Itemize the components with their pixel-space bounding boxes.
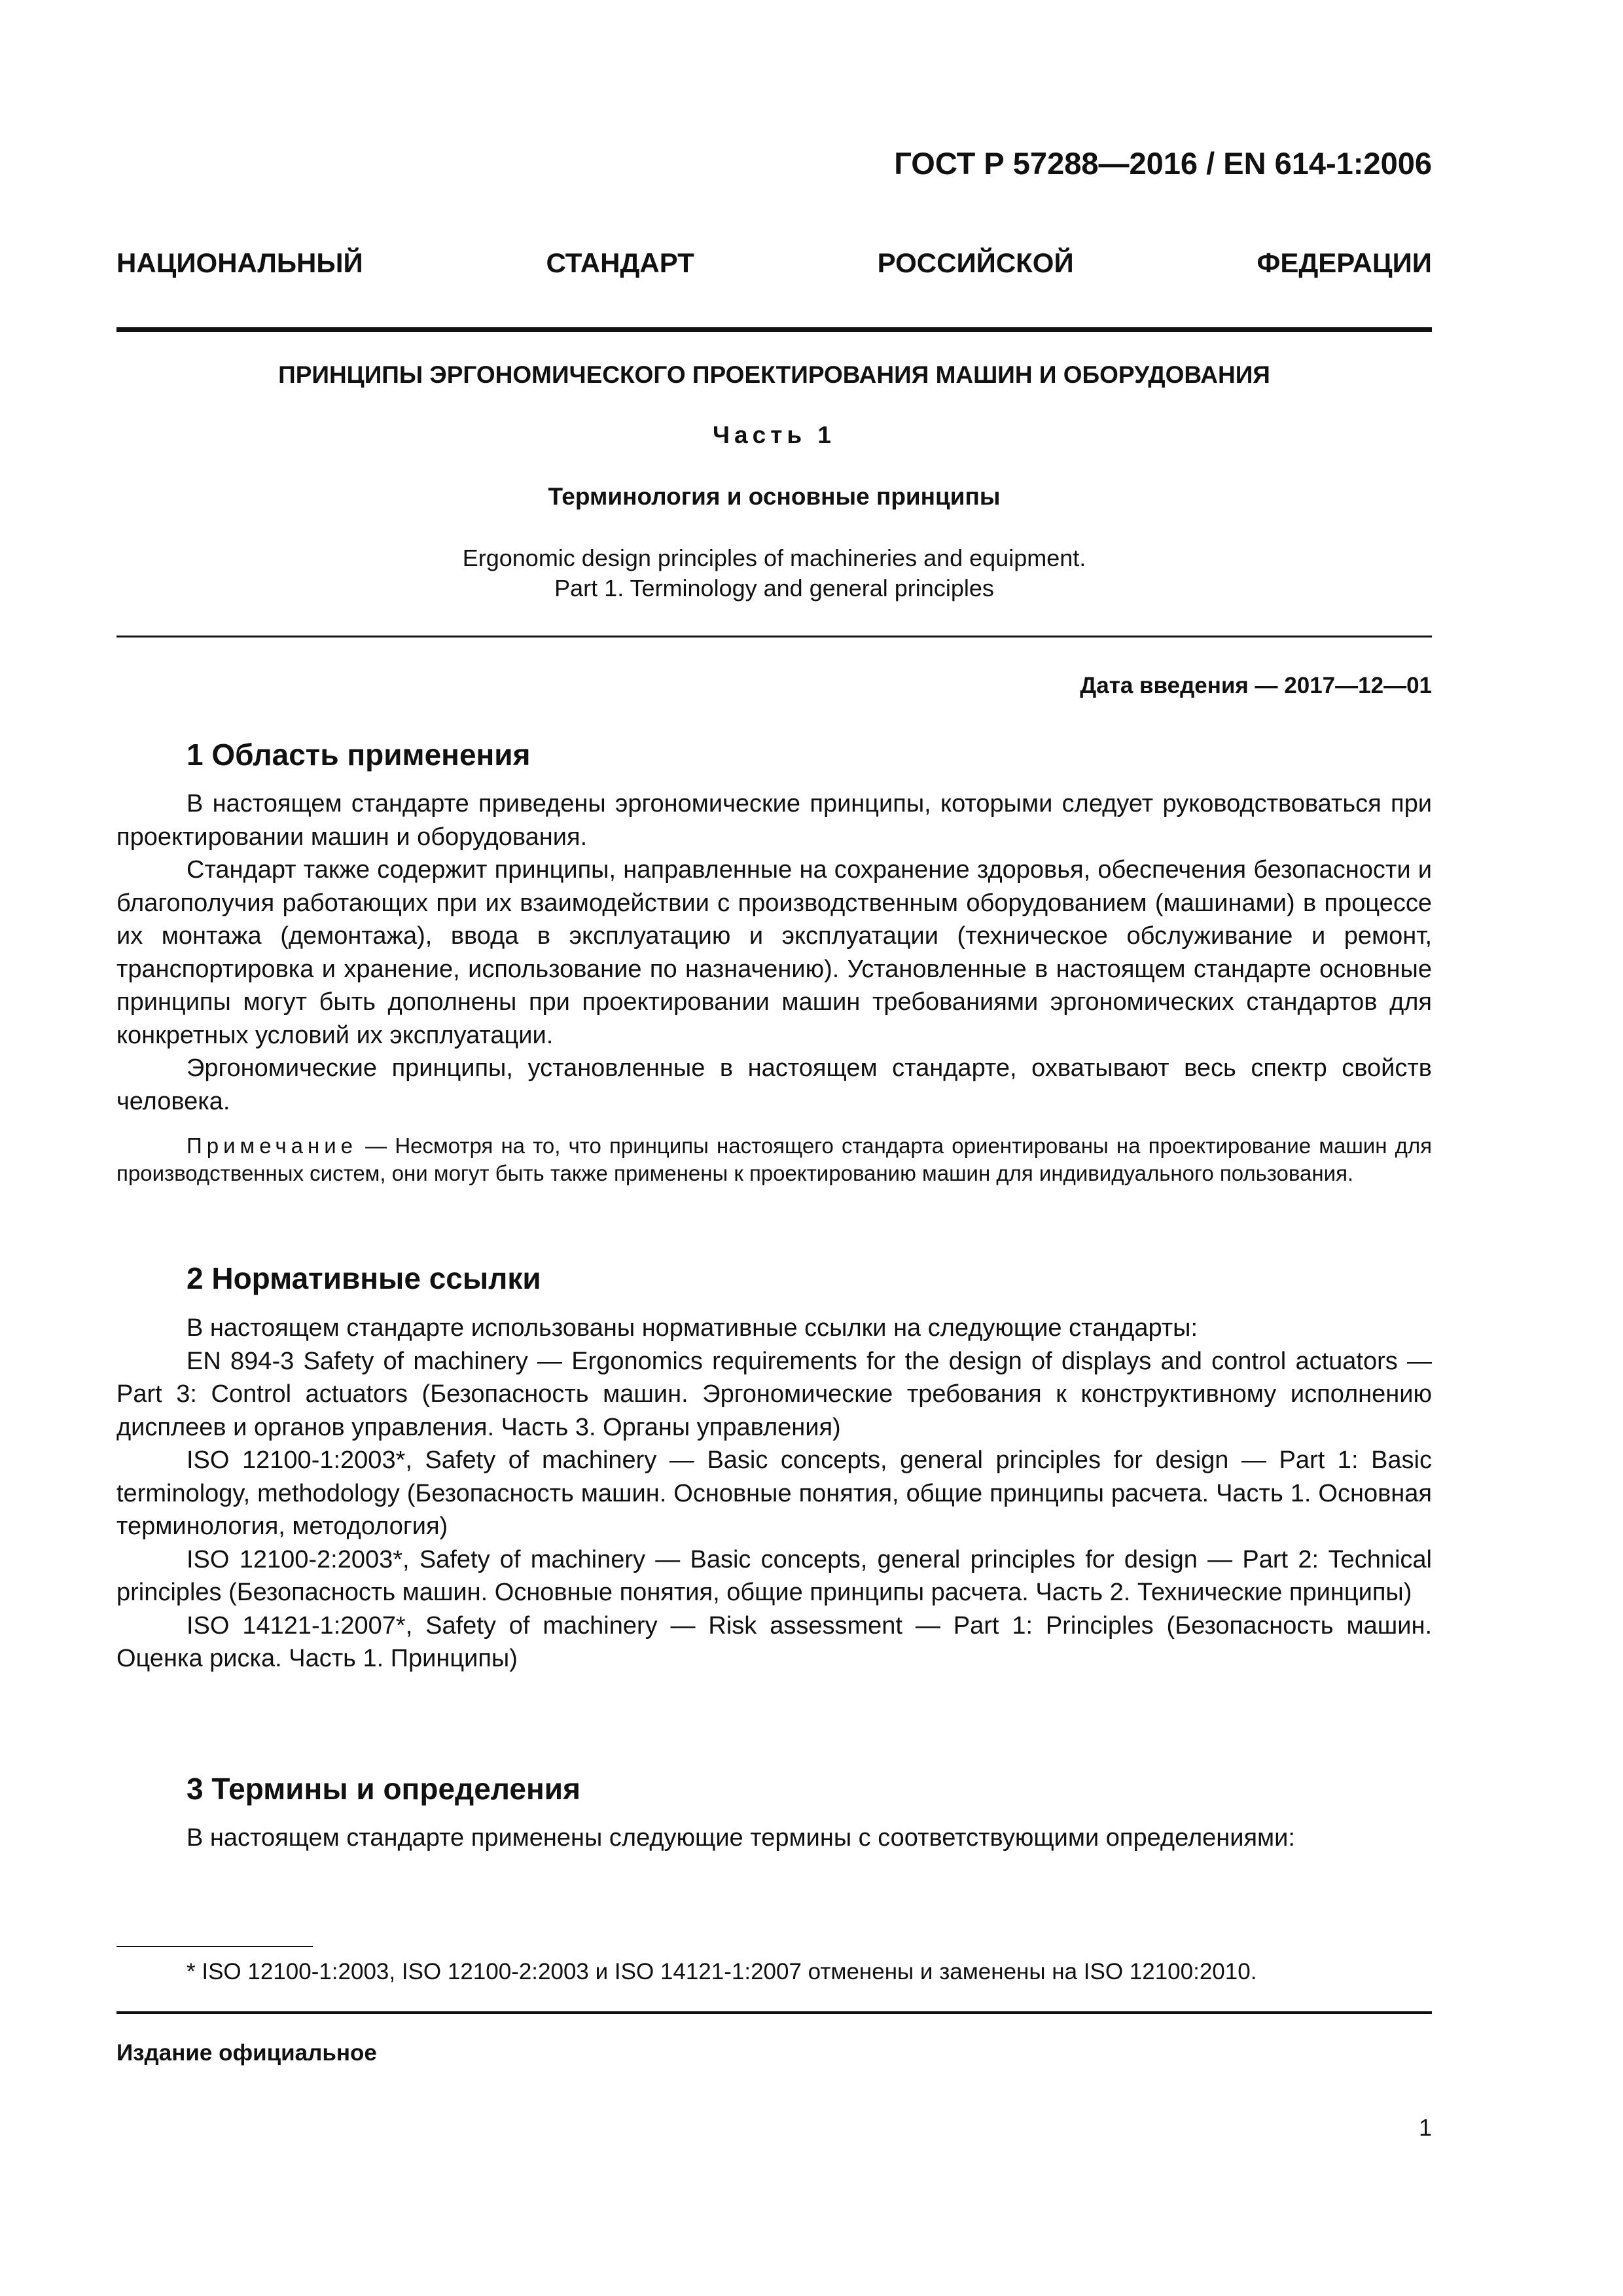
footnote-divider bbox=[116, 1946, 313, 1947]
english-title-line: Part 1. Terminology and general principles bbox=[554, 575, 994, 601]
paragraph: В настоящем стандарте использованы нормативные ссылки на следующие стандарты: bbox=[187, 1314, 1198, 1342]
title-divider bbox=[116, 636, 1432, 637]
banner-word: ФЕДЕРАЦИИ bbox=[1257, 247, 1432, 278]
section-1-note bbox=[116, 1132, 1432, 1187]
section-3-heading: 3 Термины и определения bbox=[187, 1772, 580, 1806]
paragraph: В настоящем стандарте приведены эргономические принципы, которыми следует руководствоваться при проектировании машин и оборудования. bbox=[116, 790, 1432, 851]
english-title-line: Ergonomic design principles of machineries and equipment. bbox=[462, 545, 1086, 571]
header-divider bbox=[116, 327, 1432, 332]
english-title bbox=[116, 543, 1432, 603]
section-2-body bbox=[116, 1312, 1432, 1676]
document-code: ГОСТ Р 57288—2016 / EN 614-1:2006 bbox=[894, 146, 1432, 181]
footnote: * ISO 12100-1:2003, ISO 12100-2:2003 и ISO 14121-1:2007 отменены и заменены на ISO 12100:2010. bbox=[187, 1959, 1257, 1984]
banner-word: СТАНДАРТ bbox=[546, 247, 694, 278]
footer-divider bbox=[116, 2011, 1432, 2014]
paragraph: ISO 14121-1:2007*, Safety of machinery — Risk assessment — Part 1: Principles (Безопасность машин. Оценка риска. Часть 1. Принципы) bbox=[116, 1611, 1432, 1672]
section-1-heading: 1 Область применения bbox=[187, 738, 531, 772]
section-2-heading: 2 Нормативные ссылки bbox=[187, 1261, 541, 1295]
paragraph: Стандарт также содержит принципы, направленные на сохранение здоровья, обеспечения безопасности и благополучия работающих при их взаимодействии с производственным оборудованием (машинами) в процессе их монтажа (демонтажа), ввода в эксплуатацию и эксплуатации (техническое обслуживание и ремонт, транспортировка и хранение, использование по назначению). Установленные в настоящем стандарте основные принципы могут быть дополнены при проектировании машин требованиями эргономических стандартов для конкретных условий их эксплуатации. bbox=[116, 856, 1432, 1049]
banner-word: РОССИЙСКОЙ bbox=[877, 247, 1074, 278]
note-label: Примечание bbox=[187, 1134, 358, 1158]
intro-date: Дата введения — 2017—12—01 bbox=[1080, 673, 1432, 698]
banner-word: НАЦИОНАЛЬНЫЙ bbox=[116, 247, 363, 278]
section-3-body bbox=[116, 1821, 1432, 1855]
main-title: ПРИНЦИПЫ ЭРГОНОМИЧЕСКОГО ПРОЕКТИРОВАНИЯ МАШИН И ОБОРУДОВАНИЯ bbox=[278, 361, 1270, 388]
edition-label: Издание официальное bbox=[116, 2040, 377, 2066]
paragraph: В настоящем стандарте применены следующие термины с соответствующими определениями: bbox=[187, 1824, 1295, 1852]
national-standard-banner bbox=[116, 247, 1432, 279]
part-title: Часть 1 bbox=[713, 422, 836, 448]
page-number: 1 bbox=[1418, 2114, 1432, 2141]
subtitle: Терминология и основные принципы bbox=[548, 483, 1001, 510]
paragraph: ISO 12100-1:2003*, Safety of machinery — Basic concepts, general principles for design — Part 1: Basic terminology, methodology (Безопасность машин. Основные понятия, общие принципы расчета. Часть 1. Основная терминология, методология) bbox=[116, 1446, 1432, 1540]
paragraph: Эргономические принципы, установленные в настоящем стандарте, охватывают весь спектр свойств человека. bbox=[116, 1054, 1432, 1115]
note-text: — Несмотря на то, что принципы настоящего стандарта ориентированы на проектирование машин для производственных систем, они могут быть также применены к проектированию машин для индивидуального пользования. bbox=[116, 1134, 1432, 1185]
paragraph: ISO 12100-2:2003*, Safety of machinery — Basic concepts, general principles for design — Part 2: Technical principles (Безопасность машин. Основные понятия, общие принципы расчета. Часть 2. Технические принципы) bbox=[116, 1545, 1432, 1606]
section-1-body bbox=[116, 787, 1432, 1118]
paragraph: EN 894-3 Safety of machinery — Ergonomics requirements for the design of displays and control actuators — Part 3: Control actuators (Безопасность машин. Эргономические требования к конструктивному исполнению дисплеев и органов управления. Часть 3. Органы управления) bbox=[116, 1347, 1432, 1441]
